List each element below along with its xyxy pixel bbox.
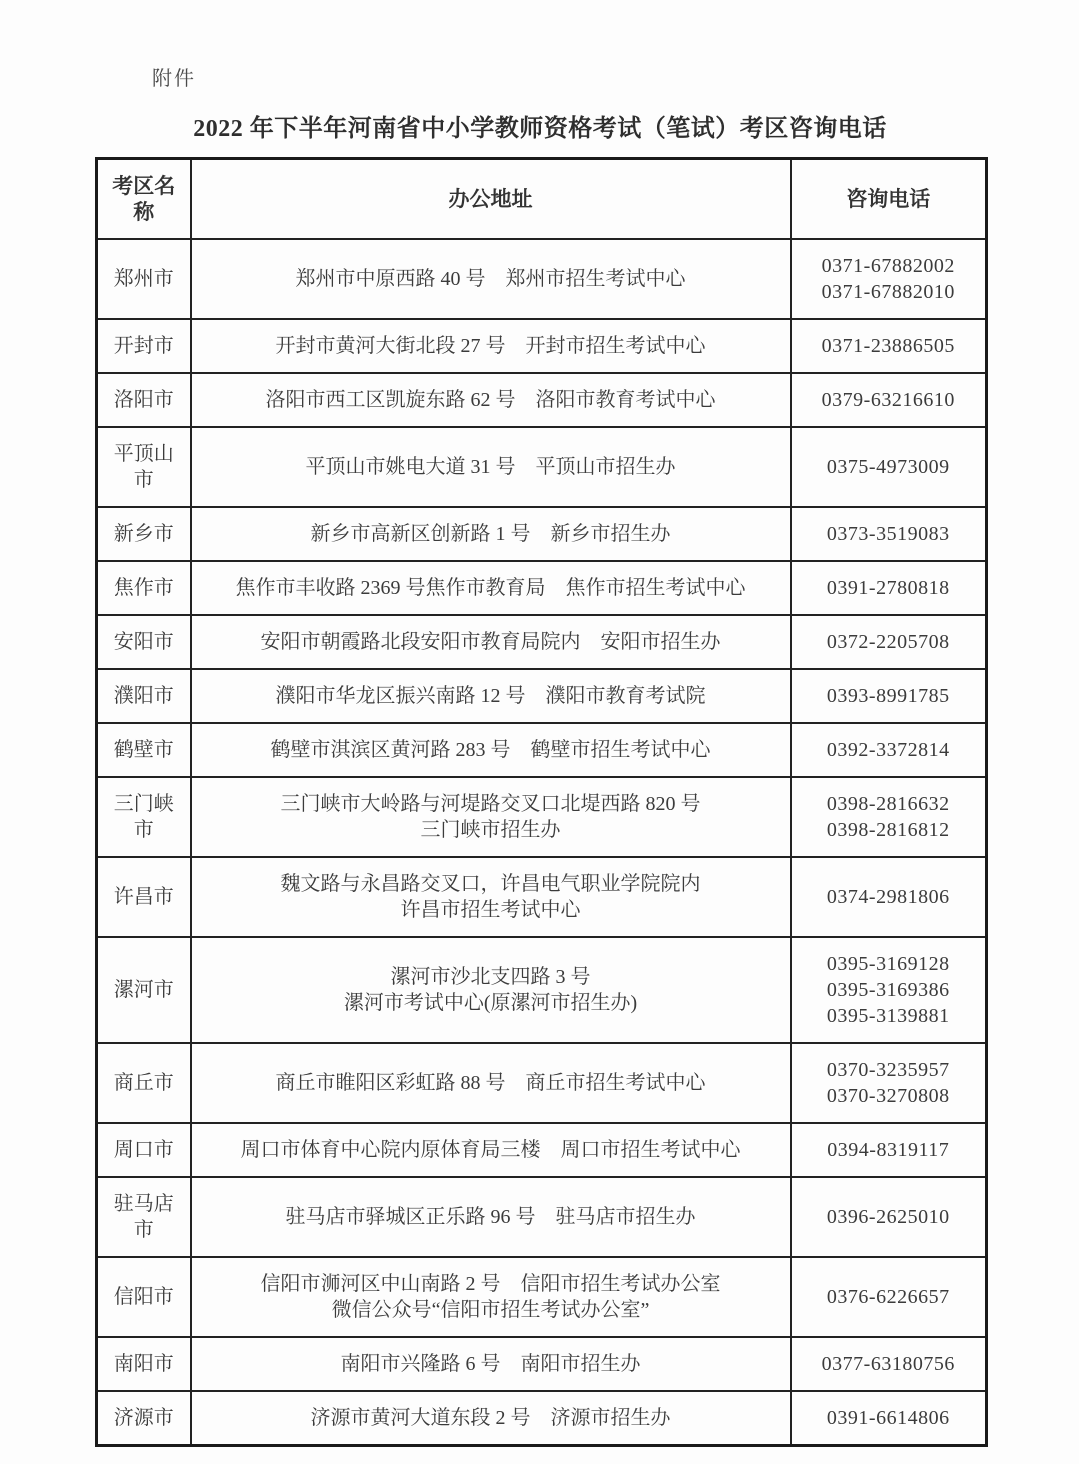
office-address-cell xyxy=(191,507,791,561)
table-body xyxy=(97,239,987,1446)
table-row xyxy=(97,777,987,857)
address-line: 洛阳市西工区凯旋东路 62 号 洛阳市教育考试中心 xyxy=(265,389,716,411)
exam-area-cell: 三门峡市 xyxy=(97,777,191,857)
table-row xyxy=(97,937,987,1043)
office-address-cell xyxy=(191,1391,791,1446)
phone-number: 0391-2780818 xyxy=(826,577,950,599)
phone-cell xyxy=(791,1123,987,1177)
table-row xyxy=(97,1043,987,1123)
table-row xyxy=(97,1257,987,1337)
phone-cell xyxy=(791,561,987,615)
address-line: 三门峡市招生办 xyxy=(420,819,561,841)
phone-cell xyxy=(791,239,987,319)
exam-area-contact-table xyxy=(95,157,988,1447)
table-row xyxy=(97,723,987,777)
phone-number: 0392-3372814 xyxy=(826,739,950,761)
office-address-cell xyxy=(191,669,791,723)
phone-cell xyxy=(791,1043,987,1123)
address-line: 鹤壁市淇滨区黄河路 283 号 鹤壁市招生考试中心 xyxy=(270,739,711,761)
address-line: 许昌市招生考试中心 xyxy=(400,899,581,921)
exam-area-cell: 商丘市 xyxy=(97,1043,191,1123)
phone-cell xyxy=(791,669,987,723)
phone-number: 0393-8991785 xyxy=(826,685,950,707)
table-row xyxy=(97,561,987,615)
address-line: 郑州市中原西路 40 号 郑州市招生考试中心 xyxy=(295,268,686,290)
address-line: 开封市黄河大街北段 27 号 开封市招生考试中心 xyxy=(275,335,706,357)
phone-number: 0377-63180756 xyxy=(821,1353,955,1375)
office-address-cell xyxy=(191,373,791,427)
exam-area-cell: 焦作市 xyxy=(97,561,191,615)
exam-area-cell: 许昌市 xyxy=(97,857,191,937)
address-line: 漯河市沙北支四路 3 号 xyxy=(390,966,591,988)
phone-number: 0398-2816632 xyxy=(826,793,950,815)
phone-number: 0371-67882010 xyxy=(821,281,955,303)
header-phone: 咨询电话 xyxy=(791,159,987,240)
table-row xyxy=(97,1177,987,1257)
office-address-cell xyxy=(191,561,791,615)
address-line: 安阳市朝霞路北段安阳市教育局院内 安阳市招生办 xyxy=(260,631,721,653)
address-line: 信阳市浉河区中山南路 2 号 信阳市招生考试办公室 xyxy=(260,1273,721,1295)
exam-area-cell: 漯河市 xyxy=(97,937,191,1043)
address-line: 平顶山市姚电大道 31 号 平顶山市招生办 xyxy=(305,456,676,478)
office-address-cell xyxy=(191,319,791,373)
exam-area-cell: 郑州市 xyxy=(97,239,191,319)
table-row xyxy=(97,615,987,669)
phone-number: 0398-2816812 xyxy=(826,819,950,841)
address-line: 驻马店市驿城区正乐路 96 号 驻马店市招生办 xyxy=(285,1206,696,1228)
office-address-cell xyxy=(191,1257,791,1337)
office-address-cell xyxy=(191,615,791,669)
office-address-cell xyxy=(191,1337,791,1391)
phone-cell xyxy=(791,427,987,507)
phone-cell xyxy=(791,1257,987,1337)
office-address-cell xyxy=(191,239,791,319)
table-row xyxy=(97,427,987,507)
table-header-row xyxy=(97,159,987,240)
phone-number: 0373-3519083 xyxy=(826,523,950,545)
phone-number: 0370-3270808 xyxy=(826,1085,950,1107)
phone-cell xyxy=(791,1391,987,1446)
phone-number: 0371-23886505 xyxy=(821,335,955,357)
phone-number: 0379-63216610 xyxy=(821,389,955,411)
exam-area-cell: 济源市 xyxy=(97,1391,191,1446)
office-address-cell xyxy=(191,1043,791,1123)
table-row xyxy=(97,857,987,937)
exam-area-cell: 平顶山市 xyxy=(97,427,191,507)
table-row xyxy=(97,1123,987,1177)
table-row xyxy=(97,669,987,723)
address-line: 济源市黄河大道东段 2 号 济源市招生办 xyxy=(310,1407,671,1429)
office-address-cell xyxy=(191,723,791,777)
phone-number: 0375-4973009 xyxy=(826,456,950,478)
table-row xyxy=(97,373,987,427)
exam-area-cell: 新乡市 xyxy=(97,507,191,561)
phone-number: 0394-8319117 xyxy=(827,1139,950,1161)
exam-area-cell: 周口市 xyxy=(97,1123,191,1177)
phone-number: 0376-6226657 xyxy=(826,1286,950,1308)
office-address-cell xyxy=(191,857,791,937)
address-line: 南阳市兴隆路 6 号 南阳市招生办 xyxy=(340,1353,641,1375)
phone-cell xyxy=(791,373,987,427)
phone-cell xyxy=(791,1177,987,1257)
exam-area-cell: 濮阳市 xyxy=(97,669,191,723)
address-line: 微信公众号“信阳市招生考试办公室” xyxy=(331,1299,650,1321)
phone-cell xyxy=(791,777,987,857)
exam-area-cell: 开封市 xyxy=(97,319,191,373)
header-exam-area: 考区名称 xyxy=(97,159,191,240)
phone-number: 0372-2205708 xyxy=(826,631,950,653)
phone-cell xyxy=(791,507,987,561)
phone-cell xyxy=(791,615,987,669)
address-line: 魏文路与永昌路交叉口，许昌电气职业学院院内 xyxy=(280,873,701,895)
address-line: 新乡市高新区创新路 1 号 新乡市招生办 xyxy=(310,523,671,545)
phone-number: 0374-2981806 xyxy=(826,886,950,908)
phone-number: 0395-3169128 xyxy=(826,953,950,975)
address-line: 漯河市考试中心(原漯河市招生办) xyxy=(343,992,638,1014)
address-line: 商丘市睢阳区彩虹路 88 号 商丘市招生考试中心 xyxy=(275,1072,706,1094)
address-line: 焦作市丰收路 2369 号焦作市教育局 焦作市招生考试中心 xyxy=(235,577,746,599)
phone-cell xyxy=(791,857,987,937)
phone-cell xyxy=(791,319,987,373)
table-row xyxy=(97,319,987,373)
phone-number: 0396-2625010 xyxy=(826,1206,950,1228)
address-line: 三门峡市大岭路与河堤路交叉口北堤西路 820 号 xyxy=(280,793,701,815)
exam-area-cell: 信阳市 xyxy=(97,1257,191,1337)
phone-cell xyxy=(791,1337,987,1391)
office-address-cell xyxy=(191,777,791,857)
exam-area-cell: 安阳市 xyxy=(97,615,191,669)
office-address-cell xyxy=(191,937,791,1043)
phone-number: 0395-3169386 xyxy=(826,979,950,1001)
header-office-address: 办公地址 xyxy=(191,159,791,240)
address-line: 周口市体育中心院内原体育局三楼 周口市招生考试中心 xyxy=(240,1139,741,1161)
attachment-label: 附件 xyxy=(152,68,196,90)
page-title: 2022 年下半年河南省中小学教师资格考试（笔试）考区咨询电话 xyxy=(193,116,887,142)
phone-cell xyxy=(791,723,987,777)
table-row xyxy=(97,1337,987,1391)
phone-number: 0395-3139881 xyxy=(826,1005,950,1027)
office-address-cell xyxy=(191,1177,791,1257)
table-row xyxy=(97,1391,987,1446)
phone-number: 0370-3235957 xyxy=(826,1059,950,1081)
phone-cell xyxy=(791,937,987,1043)
table-row xyxy=(97,507,987,561)
phone-number: 0371-67882002 xyxy=(821,255,955,277)
address-line: 濮阳市华龙区振兴南路 12 号 濮阳市教育考试院 xyxy=(275,685,706,707)
exam-area-cell: 鹤壁市 xyxy=(97,723,191,777)
table-row xyxy=(97,239,987,319)
exam-area-cell: 南阳市 xyxy=(97,1337,191,1391)
office-address-cell xyxy=(191,1123,791,1177)
office-address-cell xyxy=(191,427,791,507)
exam-area-cell: 洛阳市 xyxy=(97,373,191,427)
exam-area-cell: 驻马店市 xyxy=(97,1177,191,1257)
phone-number: 0391-6614806 xyxy=(826,1407,950,1429)
